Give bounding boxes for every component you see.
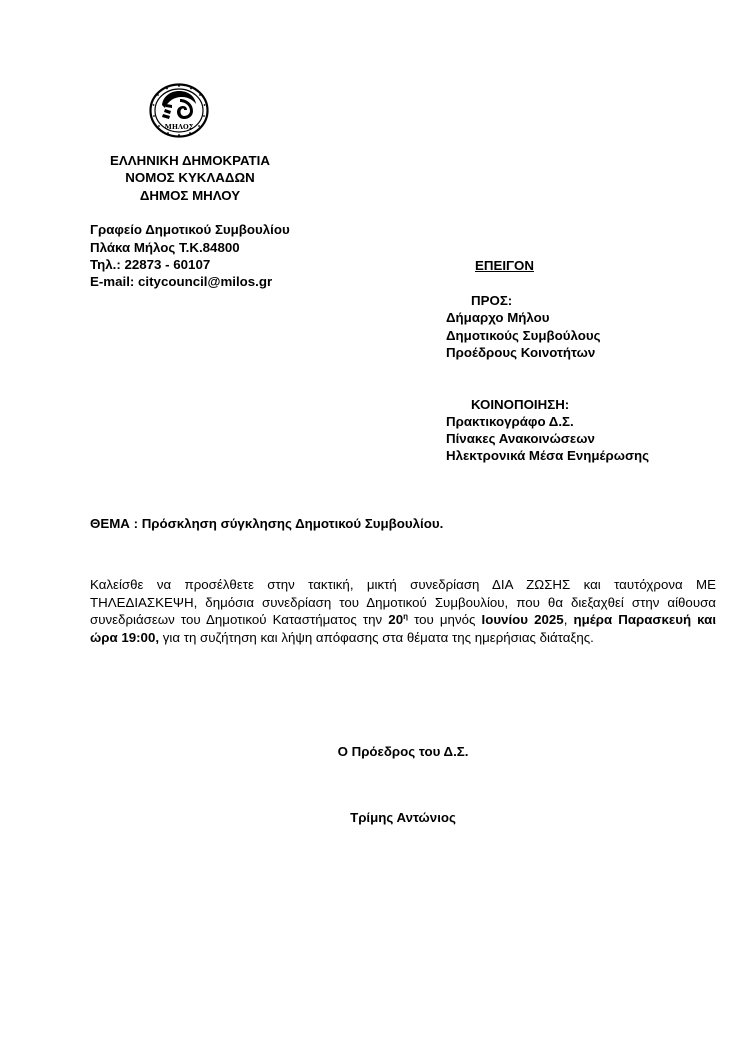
body-outro-text: για τη συζήτηση και λήψη απόφασης στα θέματα της ημερήσιας διάταξης.: [159, 629, 594, 645]
body-meeting-day: $20^\eta$: [388, 612, 408, 627]
prefecture-heading: ΝΟΜΟΣ ΚΥΚΛΑΔΩΝ: [125, 170, 255, 185]
notification-item: Πίνακες Ανακοινώσεων: [446, 431, 595, 446]
body-comma: ,: [563, 612, 574, 627]
body-intro-text: Καλείσθε να προσέλθετε στην τακτική, μικτή συνεδρίαση ΔΙΑ ΖΩΣΗΣ και ταυτόχρονα ΜΕ ΤΗΛΕΔΙΑΣΚΕΨΗ, δημόσια συνεδρίαση του Δημοτικού Συμβουλίου, που θα διεξαχθεί στην αίθουσα συνεδριάσεων του Δημοτικού Καταστήματος την: [90, 577, 716, 627]
republic-heading: ΕΛΛΗΝΙΚΗ ΔΗΜΟΚΡΑΤΙΑ: [110, 153, 270, 168]
body-meeting-weekday-time: ημέρα Παρασκευή και ώρα 19:00,: [90, 612, 717, 645]
municipal-seal-logo: [149, 83, 209, 138]
body-meeting-month-year: Ιουνίου 2025: [481, 612, 564, 627]
invitation-body-paragraph: [90, 576, 716, 646]
notification-item: Πρακτικογράφο Δ.Σ.: [446, 414, 574, 429]
notification-heading: ΚΟΙΝΟΠΟΙΗΣΗ:: [471, 397, 570, 412]
recipients-heading: ΠΡΟΣ:: [471, 293, 513, 308]
office-email: E-mail: citycouncil@milos.gr: [90, 274, 273, 289]
signature-role: Ο Πρόεδρος του Δ.Σ.: [337, 744, 469, 759]
urgency-label: ΕΠΕΙΓΟΝ: [475, 258, 534, 273]
subject-line: ΘΕΜΑ : Πρόσκληση σύγκλησης Δημοτικού Συμβουλίου.: [90, 516, 444, 531]
signature-name: Τρίμης Αντώνιος: [350, 810, 456, 825]
municipality-heading: ΔΗΜΟΣ ΜΗΛΟΥ: [139, 188, 241, 203]
notification-item: Ηλεκτρονικά Μέσα Ενημέρωσης: [446, 448, 650, 463]
body-day-ordinal-suffix: η: [403, 612, 408, 621]
recipient-item: Δημοτικούς Συμβούλους: [446, 328, 601, 343]
recipient-item: Προέδρους Κοινοτήτων: [446, 345, 596, 360]
office-phone: Τηλ.: 22873 - 60107: [90, 257, 211, 272]
office-name: Γραφείο Δημοτικού Συμβουλίου: [90, 222, 290, 237]
seal-inscription: ΜΗΛΟΣ: [164, 123, 194, 131]
recipient-item: Δήμαρχο Μήλου: [446, 310, 550, 325]
body-month-prefix: του μηνός: [407, 612, 482, 627]
office-address: Πλάκα Μήλος Τ.Κ.84800: [90, 240, 240, 255]
